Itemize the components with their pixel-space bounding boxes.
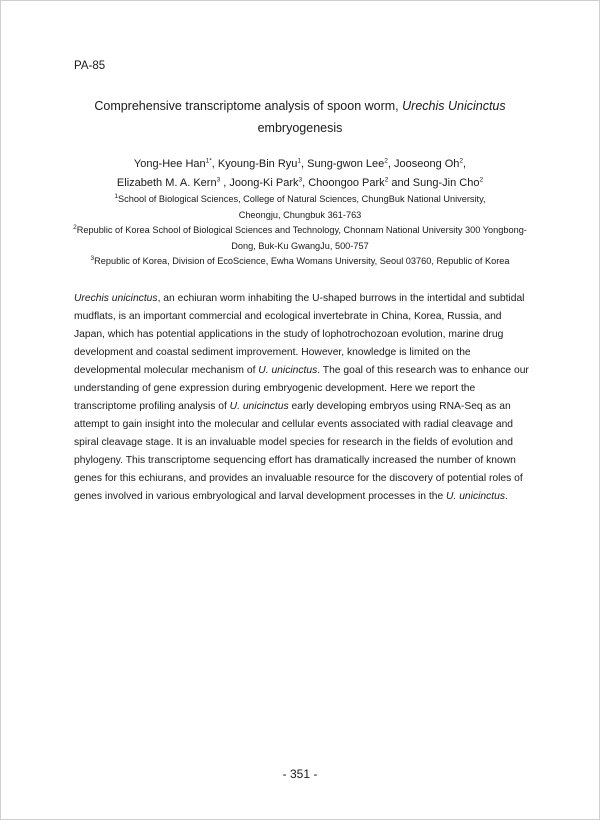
abstract-text: early developing embryos using RNA-Seq as an attempt to gain insight into the molecular and cellular events associated with radial cleavage and spiral cleavage stage. It is an invaluable model species for research in the fields of evolution and phylogeny. This transcriptome sequencing effort has dramatically increased the number of known genes for this echiurans, and provides an invaluable resource for the discovery of potential roles of genes involved in various embryological and larval development processes in the (74, 401, 523, 502)
author-sup: 2 (459, 157, 464, 165)
author-sup: 2 (384, 176, 389, 184)
author-name: Elizabeth M. A. Kern (116, 177, 217, 189)
affiliation (60, 223, 540, 254)
title-species: Urechis Unicinctus (402, 99, 506, 113)
author (134, 158, 212, 170)
author-name: Sung-Jin Cho (412, 177, 480, 189)
affiliation (60, 192, 540, 223)
author-name: Choongoo Park (308, 177, 385, 189)
author-list (60, 155, 540, 193)
author-name: Joong-Ki Park (229, 177, 299, 189)
author (218, 158, 301, 170)
author (413, 177, 483, 189)
author-name: Yong-Hee Han (133, 158, 206, 170)
species-name: U. unicinctus (258, 365, 318, 376)
affiliation-list (60, 192, 540, 270)
author-sup: 1 (297, 157, 302, 165)
affiliation-num: 3 (90, 254, 95, 262)
author-sep: , (211, 158, 218, 170)
author (307, 158, 388, 170)
abstract-text: . (505, 491, 508, 502)
author-sep: , (220, 177, 230, 189)
author (117, 177, 220, 189)
abstract-text: . The goal of this research was to enhance our understanding of gene expression during embryogenic development. Here we report the transcriptome profiling analysis of (74, 365, 529, 412)
author-sup: 2 (479, 176, 484, 184)
paper-title (60, 95, 540, 139)
species-name: U. unicinctus (229, 401, 289, 412)
affiliation-line1: Republic of Korea, Division of EcoScience, Ewha Womans University, Seoul 03760, Republic of Korea (94, 256, 510, 266)
author-name: Sung-gwon Lee (307, 158, 385, 170)
author-name: Kyoung-Bin Ryu (217, 158, 298, 170)
author-sup: 2 (384, 157, 388, 165)
page-number: - 351 - (282, 767, 318, 781)
affiliation-line2: Cheongju, Chungbuk 361-763 (238, 209, 362, 220)
author-sep: and (388, 177, 413, 189)
abstract-body (74, 290, 534, 506)
affiliation (60, 254, 540, 270)
author-name: Jooseong Oh (393, 158, 460, 170)
author (394, 158, 463, 170)
author-sep: , (301, 158, 308, 170)
species-name: U. unicinctus (446, 491, 505, 502)
affiliation-line1: School of Biological Sciences, College of Natural Sciences, ChungBuk National University, (118, 194, 486, 204)
affiliation-line1: Republic of Korea School of Biological Sciences and Technology, Chonnam National University 300 Yongbong- (76, 225, 527, 235)
abstract-text: , an echiuran worm inhabiting the U-shaped burrows in the intertidal and subtidal mudflats, is an important commercial and ecological invertebrate in China, Korea, Russia, and Japan, which has potential applications in the study of lophotrochozoan evolution, marine drug development and coastal sediment improvement. However, knowledge is limited on the developmental molecular mechanism of (74, 293, 525, 376)
author-sep: , (387, 158, 394, 170)
author (229, 177, 302, 189)
affiliation-num: 1 (114, 192, 119, 200)
affiliation-line2: Dong, Buk-Ku GwangJu, 500-757 (231, 240, 369, 251)
author-sup: 1* (205, 157, 212, 165)
title-line2: embryogenesis (257, 121, 343, 135)
abstract-id: PA-85 (74, 60, 106, 72)
author-sep: , (463, 158, 467, 170)
title-text: Comprehensive transcriptome analysis of spoon worm, (94, 99, 403, 113)
author-sup: 3 (216, 176, 221, 184)
author-sep: , (302, 177, 309, 189)
author (308, 177, 388, 189)
author-sup: 3 (298, 176, 303, 184)
affiliation-num: 2 (73, 223, 77, 231)
species-name: Urechis unicinctus (74, 293, 158, 304)
